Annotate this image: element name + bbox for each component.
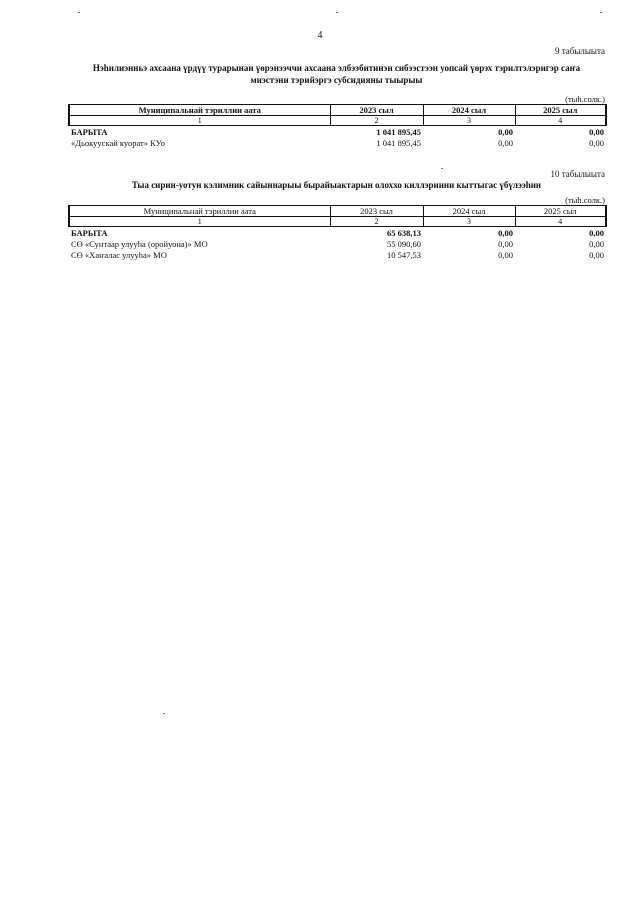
value-2024: 0,00 <box>498 137 513 148</box>
value-2023: 55 090,60 <box>387 238 421 249</box>
column-number: 3 <box>423 116 515 126</box>
value-2024: 0,00 <box>498 227 513 238</box>
column-number: 2 <box>330 116 423 126</box>
header-2025: 2025 сыл <box>515 206 606 217</box>
appendix-10-table <box>68 205 607 260</box>
appendix-9-title <box>68 62 605 86</box>
scan-speck <box>163 713 165 714</box>
table-header-row <box>69 105 606 116</box>
column-number: 1 <box>69 217 330 227</box>
header-2025: 2025 сыл <box>515 105 606 116</box>
appendix-9-label: 9 табылыыта <box>554 46 605 56</box>
scan-speck <box>78 12 80 13</box>
appendix-10-section <box>68 169 605 260</box>
header-municipality: Муниципальнай тэриллии аата <box>69 105 330 116</box>
header-2023: 2023 сыл <box>330 105 423 116</box>
header-2024: 2024 сыл <box>423 206 515 217</box>
value-2023: 1 041 895,45 <box>376 137 421 148</box>
appendix-10-label: 10 табылыыта <box>550 169 605 179</box>
column-number: 3 <box>423 217 515 227</box>
row-name: БАРЫТА <box>71 227 108 238</box>
header-2023: 2023 сыл <box>330 206 423 217</box>
appendix-9-table <box>68 104 607 148</box>
table-row-total <box>69 126 606 138</box>
appendix-9-title-line1: Нэһилиэнньэ ахсаана үрдүү турарынан үөрэнээччи ахсаана элбээбитинэн сибээстээн уопсай үөрэх тэрилтэлэригэр саҥа <box>92 63 581 73</box>
page-number: 4 <box>317 30 323 41</box>
scan-speck <box>441 168 443 169</box>
header-2024: 2024 сыл <box>423 105 515 116</box>
column-number: 4 <box>515 217 606 227</box>
row-name: СӨ «Сунтаар улууһа (оройуона)» МО <box>71 238 208 249</box>
appendix-9-unit: (тыһ.солк.) <box>565 94 605 104</box>
value-2024: 0,00 <box>498 238 513 249</box>
column-number: 2 <box>330 217 423 227</box>
value-2023: 65 638,13 <box>387 227 421 238</box>
table-row <box>69 238 606 249</box>
value-2023: 1 041 895,45 <box>376 126 421 137</box>
scan-speck <box>336 12 338 13</box>
appendix-9-section <box>68 46 605 148</box>
value-2024: 0,00 <box>498 126 513 137</box>
column-number-row <box>69 116 606 126</box>
column-number: 4 <box>515 116 606 126</box>
column-number: 1 <box>69 116 330 126</box>
column-number-row <box>69 217 606 227</box>
scan-speck <box>600 12 602 13</box>
table-row <box>69 249 606 260</box>
value-2025: 0,00 <box>589 126 604 137</box>
row-name: СӨ «Хаҥалас улууһа» МО <box>71 249 167 260</box>
value-2025: 0,00 <box>589 238 604 249</box>
value-2025: 0,00 <box>589 227 604 238</box>
value-2025: 0,00 <box>589 137 604 148</box>
appendix-9-title-line2: миэстэни тэрийэргэ субсидияны тыырыы <box>250 75 423 85</box>
appendix-10-title <box>68 179 605 191</box>
row-name: «Дьокуускай куорат» КУо <box>71 137 165 148</box>
appendix-10-unit: (тыһ.солк.) <box>565 195 605 205</box>
table-header-row <box>69 206 606 217</box>
value-2023: 10 547,53 <box>387 249 421 260</box>
appendix-10-title-line1: Тыа сирин-уотун кэлимник сайыннарыы бырайыактарын олоххо киллэриини кыттыгас үбүлээһин <box>131 180 542 190</box>
header-municipality: Муниципальнай тэриллии аата <box>69 206 330 217</box>
row-name: БАРЫТА <box>71 126 108 137</box>
table-row <box>69 137 606 148</box>
value-2025: 0,00 <box>589 249 604 260</box>
value-2024: 0,00 <box>498 249 513 260</box>
table-row-total <box>69 227 606 239</box>
